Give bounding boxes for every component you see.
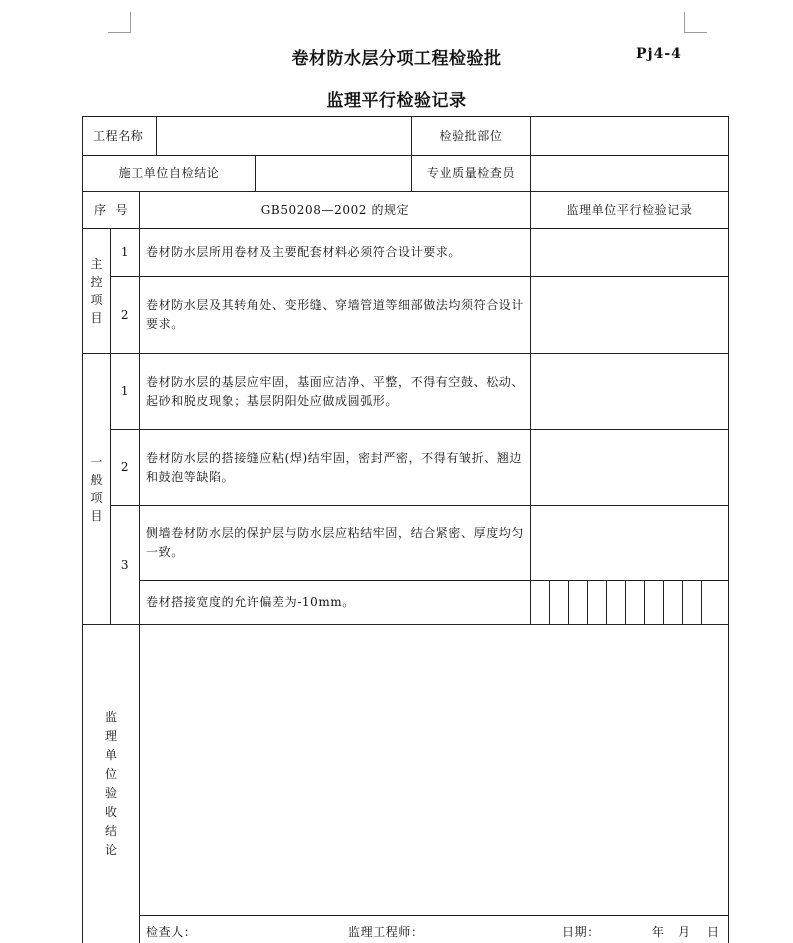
date-month: 月 — [678, 925, 691, 939]
quality-inspector-label: 专业质量检查员 — [426, 166, 516, 180]
project-name-label: 工程名称 — [93, 128, 144, 143]
main-item-2-text: 卷材防水层及其转角处、变形缝、穿墙管道等细部做法均须符合设计要求。 — [146, 298, 525, 331]
general-item-3-text: 侧墙卷材防水层的保护层与防水层应粘结牢固，结合紧密、厚度均匀一致。 — [146, 526, 525, 559]
rule — [663, 580, 664, 624]
rule — [139, 191, 140, 943]
rule — [83, 624, 728, 625]
main-items-group-label: 主控项目 — [90, 257, 103, 325]
inspection-part-label: 检验批部位 — [439, 128, 503, 143]
document-subtitle: 监理平行检验记录 — [326, 91, 467, 111]
main-item-2-no: 2 — [120, 307, 130, 322]
document-code: Pj4-4 — [636, 46, 682, 62]
rule — [644, 580, 645, 624]
date-year: 年 — [652, 925, 665, 939]
main-items-group — [83, 229, 110, 353]
main-item-1-no: 1 — [120, 245, 130, 259]
column-header-record: 监理单位平行检验记录 — [566, 202, 693, 217]
rule — [682, 580, 683, 624]
general-items-group — [83, 354, 110, 624]
crop-mark-top-left — [108, 12, 131, 33]
column-header-seq: 序 号 — [93, 202, 129, 217]
column-header-spec: GB50208—2002 的规定 — [260, 202, 410, 217]
general-item-3-no: 3 — [120, 558, 130, 572]
general-items-group-label: 一般项目 — [90, 455, 103, 523]
contractor-self-check-label: 施工单位自检结论 — [118, 166, 220, 180]
engineer-label: 监理工程师： — [348, 925, 424, 939]
crop-mark-top-right — [684, 12, 707, 33]
inspection-record-form — [82, 116, 729, 943]
date-day: 日 — [707, 925, 720, 939]
contractor-self-check-value[interactable] — [263, 156, 407, 191]
rule — [701, 580, 702, 624]
conclusion-group — [83, 625, 139, 943]
conclusion-label: 监理单位验收结论 — [104, 710, 117, 857]
general-item-2-no: 2 — [120, 460, 130, 474]
rule — [568, 580, 569, 624]
document-title: 卷材防水层分项工程检验批 — [291, 49, 502, 69]
project-name-value[interactable] — [163, 117, 407, 155]
quality-inspector-value[interactable] — [537, 156, 725, 191]
rule — [625, 580, 626, 624]
rule — [255, 155, 256, 191]
rule — [530, 117, 531, 191]
inspector-label: 检查人： — [146, 925, 197, 939]
main-item-1-text: 卷材防水层所用卷材及主要配套材料必须符合设计要求。 — [146, 245, 462, 259]
general-item-1-no: 1 — [120, 384, 130, 398]
rule — [587, 580, 588, 624]
general-item-2-text: 卷材防水层的搭接缝应粘(焊)结牢固，密封严密，不得有皱折、翘边和鼓泡等缺陷。 — [146, 450, 522, 484]
rule — [606, 580, 607, 624]
rule — [549, 580, 550, 624]
inspection-part-value[interactable] — [537, 117, 725, 155]
general-item-tolerance-text: 卷材搭接宽度的允许偏差为-10mm。 — [146, 595, 355, 609]
date-label: 日期： — [562, 925, 600, 939]
rule — [156, 117, 157, 155]
general-item-1-text: 卷材防水层的基层应牢固，基面应洁净、平整，不得有空鼓、松动、起砂和脱皮现象；基层阴阳处应做成圆弧形。 — [146, 374, 525, 408]
rule — [530, 191, 531, 624]
rule — [139, 915, 728, 916]
